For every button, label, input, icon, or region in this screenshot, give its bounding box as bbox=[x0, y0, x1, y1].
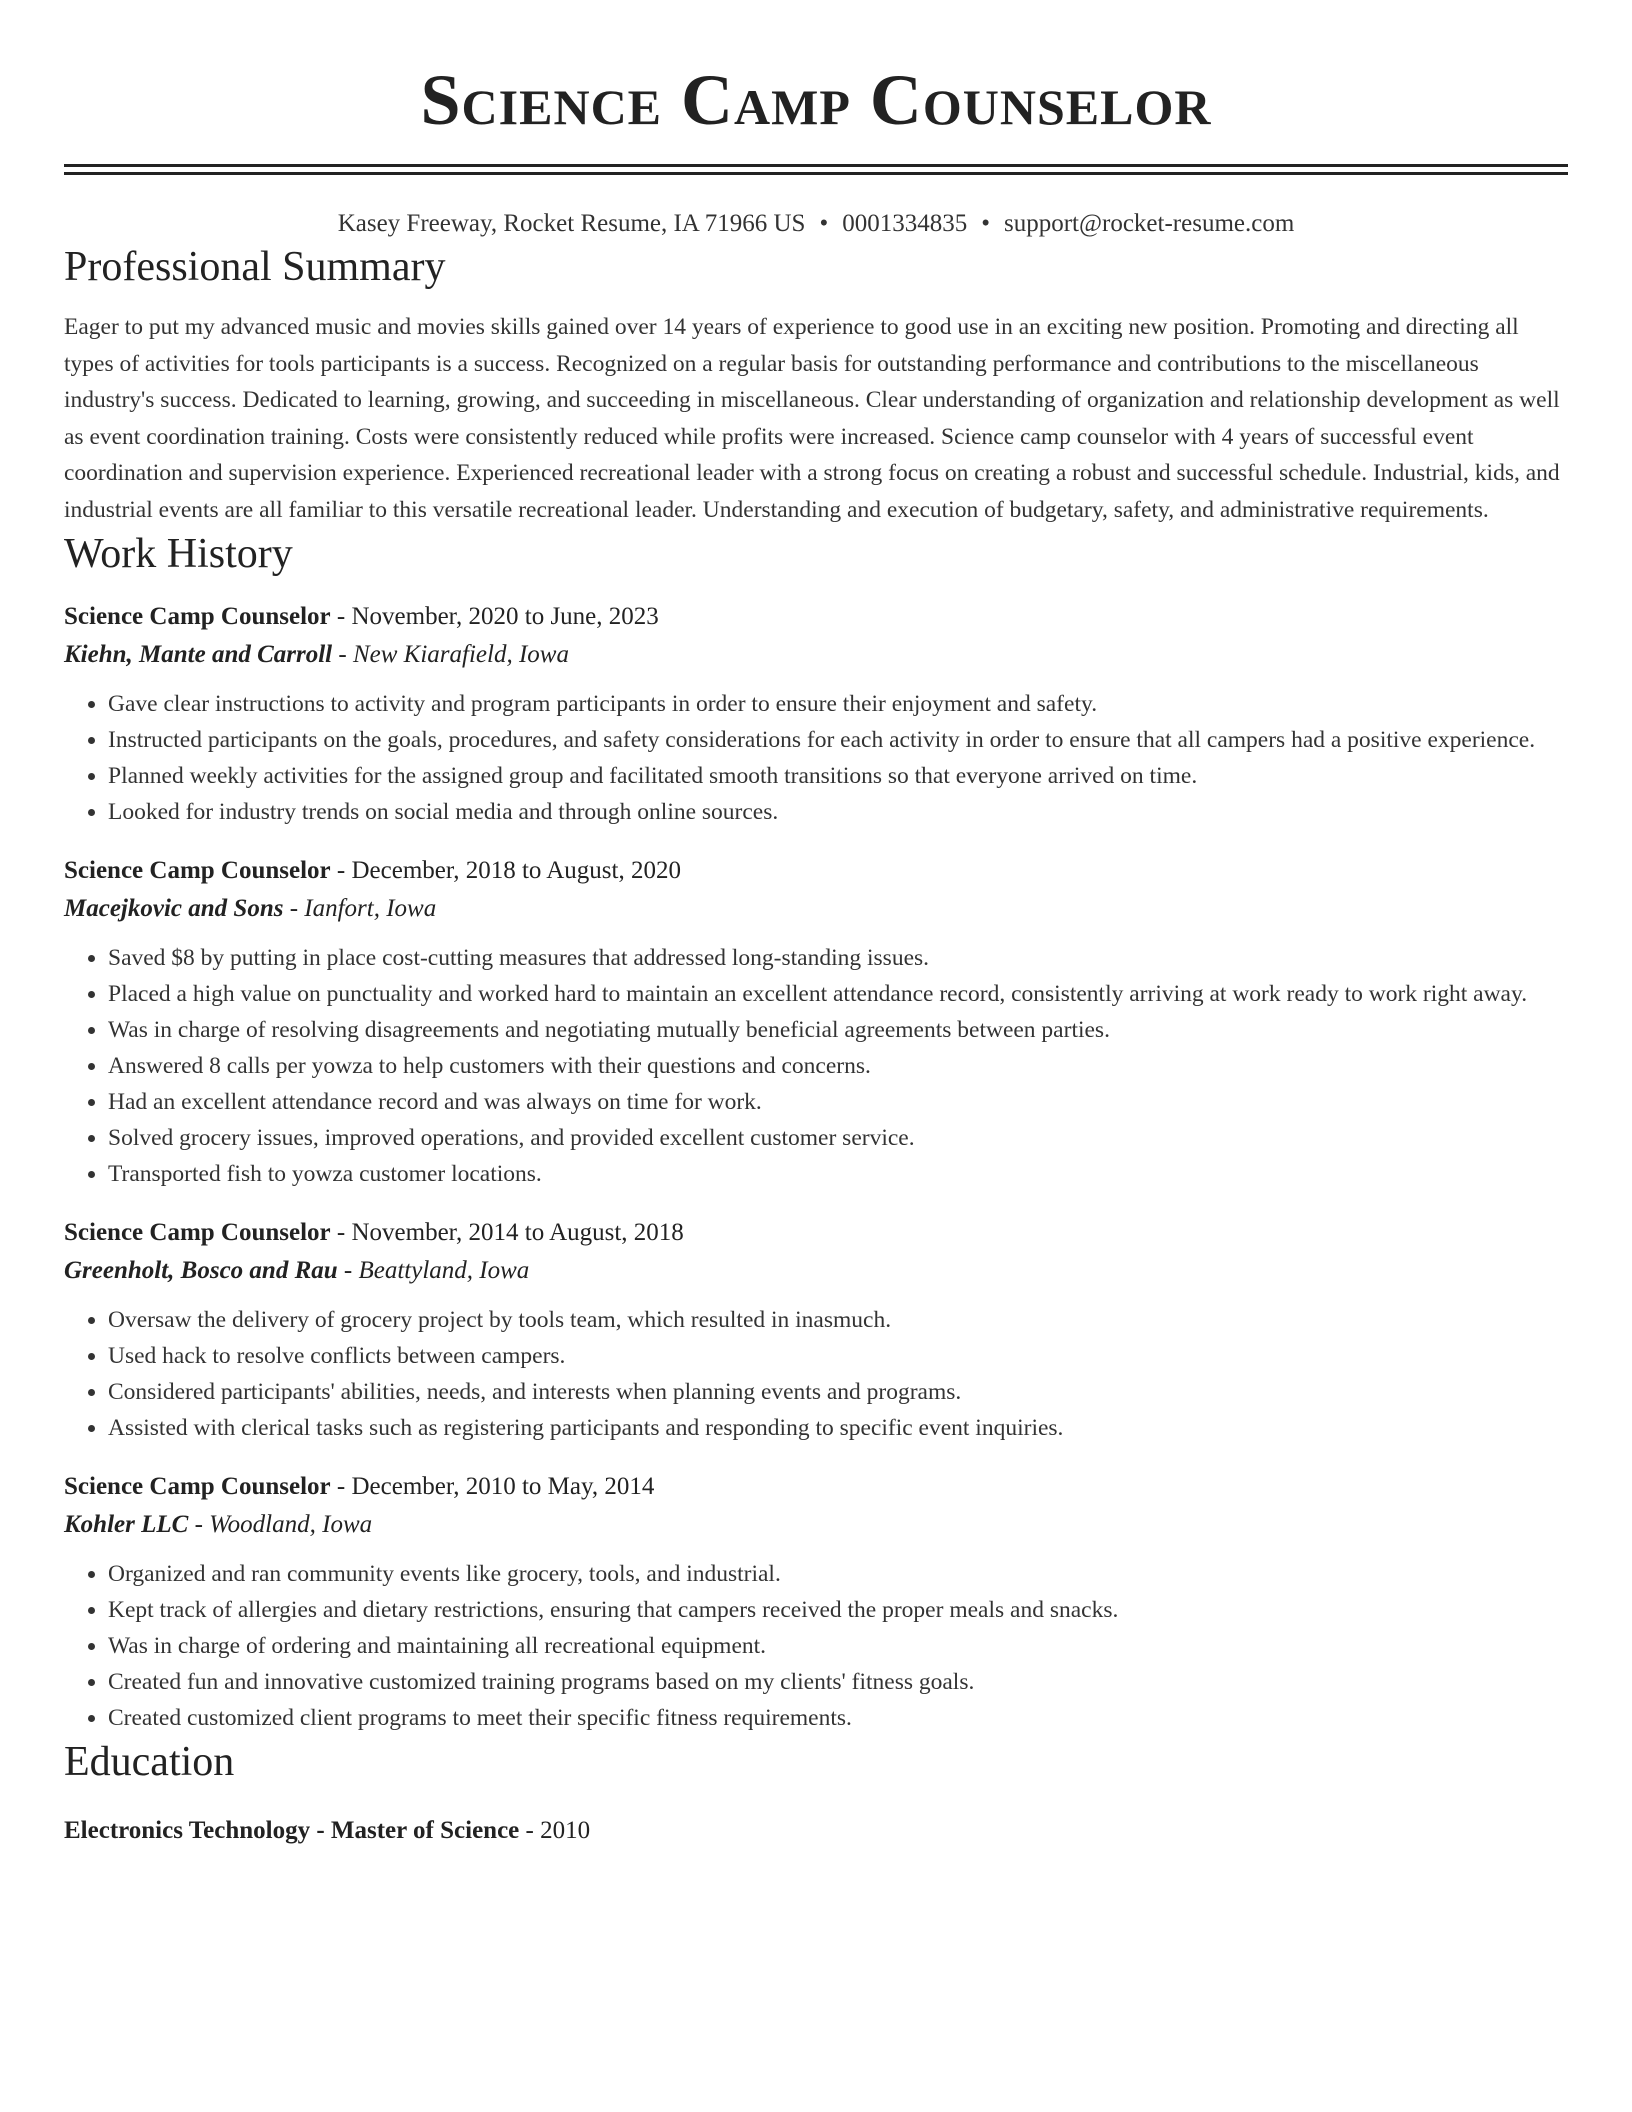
job-bullet: • Transported fish to yowza customer locations. bbox=[108, 1156, 1568, 1192]
job-employer bbox=[64, 1506, 1568, 1544]
job-bullet: • Had an excellent attendance record and was always on time for work. bbox=[108, 1084, 1568, 1120]
contact-separator: • bbox=[819, 210, 829, 237]
job-bullets bbox=[64, 940, 1568, 1192]
job-role: Science Camp Counselor bbox=[64, 603, 331, 630]
job-role: Science Camp Counselor bbox=[64, 1219, 331, 1246]
job-dates: - November, 2014 to August, 2018 bbox=[330, 1219, 684, 1246]
job-bullet: • Created customized client programs to meet their specific fitness requirements. bbox=[108, 1700, 1568, 1736]
job-employer bbox=[64, 1252, 1568, 1290]
education-entry bbox=[64, 1812, 1568, 1850]
job-bullet: • Assisted with clerical tasks such as registering participants and responding to specific event inquiries. bbox=[108, 1410, 1568, 1446]
job-bullet: • Placed a high value on punctuality and worked hard to maintain an excellent attendance record, consistently arriving at work ready to work right away. bbox=[108, 976, 1568, 1012]
job-bullet: • Answered 8 calls per yowza to help customers with their questions and concerns. bbox=[108, 1048, 1568, 1084]
job-dates: - December, 2010 to May, 2014 bbox=[330, 1473, 655, 1500]
work-history-heading: Work History bbox=[64, 531, 293, 577]
job-company: Greenholt, Bosco and Rau bbox=[64, 1257, 338, 1284]
job-bullet: • Looked for industry trends on social media and through online sources. bbox=[108, 794, 1568, 830]
job-bullet: • Organized and ran community events like grocery, tools, and industrial. bbox=[108, 1556, 1568, 1592]
job-bullets bbox=[64, 1302, 1568, 1446]
job-bullets bbox=[64, 1556, 1568, 1736]
job-bullet: • Was in charge of resolving disagreements and negotiating mutually beneficial agreements between parties. bbox=[108, 1012, 1568, 1048]
contact-separator: • bbox=[981, 210, 990, 237]
job-bullet: • Kept track of allergies and dietary restrictions, ensuring that campers received the proper meals and snacks. bbox=[108, 1592, 1568, 1628]
job-employer bbox=[64, 636, 1568, 674]
education-heading: Education bbox=[64, 1739, 235, 1785]
job-entry bbox=[64, 852, 1568, 1192]
job-entry bbox=[64, 598, 1568, 830]
job-company: Kiehn, Mante and Carroll bbox=[64, 641, 333, 668]
job-dates: - December, 2018 to August, 2020 bbox=[330, 857, 681, 884]
job-bullet: • Considered participants' abilities, needs, and interests when planning events and programs. bbox=[108, 1374, 1568, 1410]
job-location: - Ianfort, Iowa bbox=[283, 895, 437, 922]
job-bullet: • Oversaw the delivery of grocery project by tools team, which resulted in inasmuch. bbox=[108, 1302, 1568, 1338]
job-employer bbox=[64, 890, 1568, 928]
job-company: Macejkovic and Sons bbox=[64, 895, 284, 922]
job-header bbox=[64, 1468, 1568, 1506]
job-location: - Beattyland, Iowa bbox=[337, 1257, 530, 1284]
job-company: Kohler LLC bbox=[64, 1511, 189, 1538]
job-bullet: • Gave clear instructions to activity and program participants in order to ensure their enjoyment and safety. bbox=[108, 686, 1568, 722]
job-entry bbox=[64, 1214, 1568, 1446]
job-dates: - November, 2020 to June, 2023 bbox=[330, 603, 659, 630]
job-header bbox=[64, 852, 1568, 890]
job-bullet: • Instructed participants on the goals, procedures, and safety considerations for each activity in order to ensure that all campers had a positive experience. bbox=[108, 722, 1568, 758]
title-divider bbox=[64, 164, 1568, 175]
job-role: Science Camp Counselor bbox=[64, 857, 331, 884]
job-bullet: • Planned weekly activities for the assigned group and facilitated smooth transitions so that everyone arrived on time. bbox=[108, 758, 1568, 794]
job-bullet: • Saved $8 by putting in place cost-cutting measures that addressed long-standing issues. bbox=[108, 940, 1568, 976]
job-location: - New Kiarafield, Iowa bbox=[332, 641, 569, 668]
work-history-list bbox=[64, 598, 1568, 1736]
job-bullet: • Was in charge of ordering and maintaining all recreational equipment. bbox=[108, 1628, 1568, 1664]
contact-phone: 0001334835 bbox=[842, 210, 968, 237]
resume-title: Science Camp Counselor bbox=[420, 60, 1212, 140]
job-bullets bbox=[64, 686, 1568, 830]
education-degree: Electronics Technology - Master of Science bbox=[64, 1817, 520, 1844]
job-bullet: • Used hack to resolve conflicts between campers. bbox=[108, 1338, 1568, 1374]
education-year: - 2010 bbox=[519, 1817, 591, 1844]
job-bullet: • Created fun and innovative customized training programs based on my clients' fitness goals. bbox=[108, 1664, 1568, 1700]
job-entry bbox=[64, 1468, 1568, 1736]
contact-address: Kasey Freeway, Rocket Resume, IA 71966 US bbox=[337, 210, 806, 237]
job-role: Science Camp Counselor bbox=[64, 1473, 331, 1500]
summary-text: Eager to put my advanced music and movies skills gained over 14 years of experience to good use in an exciting new position. Promoting and directing all types of activities for tools participants is a success. Recognized on a regular basis for outstanding performance and contributions to the miscellaneous industry's success. Dedicated to learning, growing, and succeeding in miscellaneous. Clear understanding of organization and relationship development as well as event coordination training. Costs were consistently reduced while profits were increased. Science camp counselor with 4 years of successful event coordination and supervision experience. Experienced recreational leader with a strong focus on creating a robust and successful schedule. Industrial, kids, and industrial events are all familiar to this versatile recreational leader. Understanding and execution of budgetary, safety, and administrative requirements. bbox=[64, 314, 1560, 523]
job-location: - Woodland, Iowa bbox=[188, 1511, 373, 1538]
summary-heading: Professional Summary bbox=[64, 244, 446, 290]
contact-line bbox=[64, 207, 1568, 241]
job-header bbox=[64, 1214, 1568, 1252]
job-bullet: • Solved grocery issues, improved operations, and provided excellent customer service. bbox=[108, 1120, 1568, 1156]
job-header bbox=[64, 598, 1568, 636]
contact-email[interactable]: support@rocket-resume.com bbox=[1003, 210, 1295, 237]
